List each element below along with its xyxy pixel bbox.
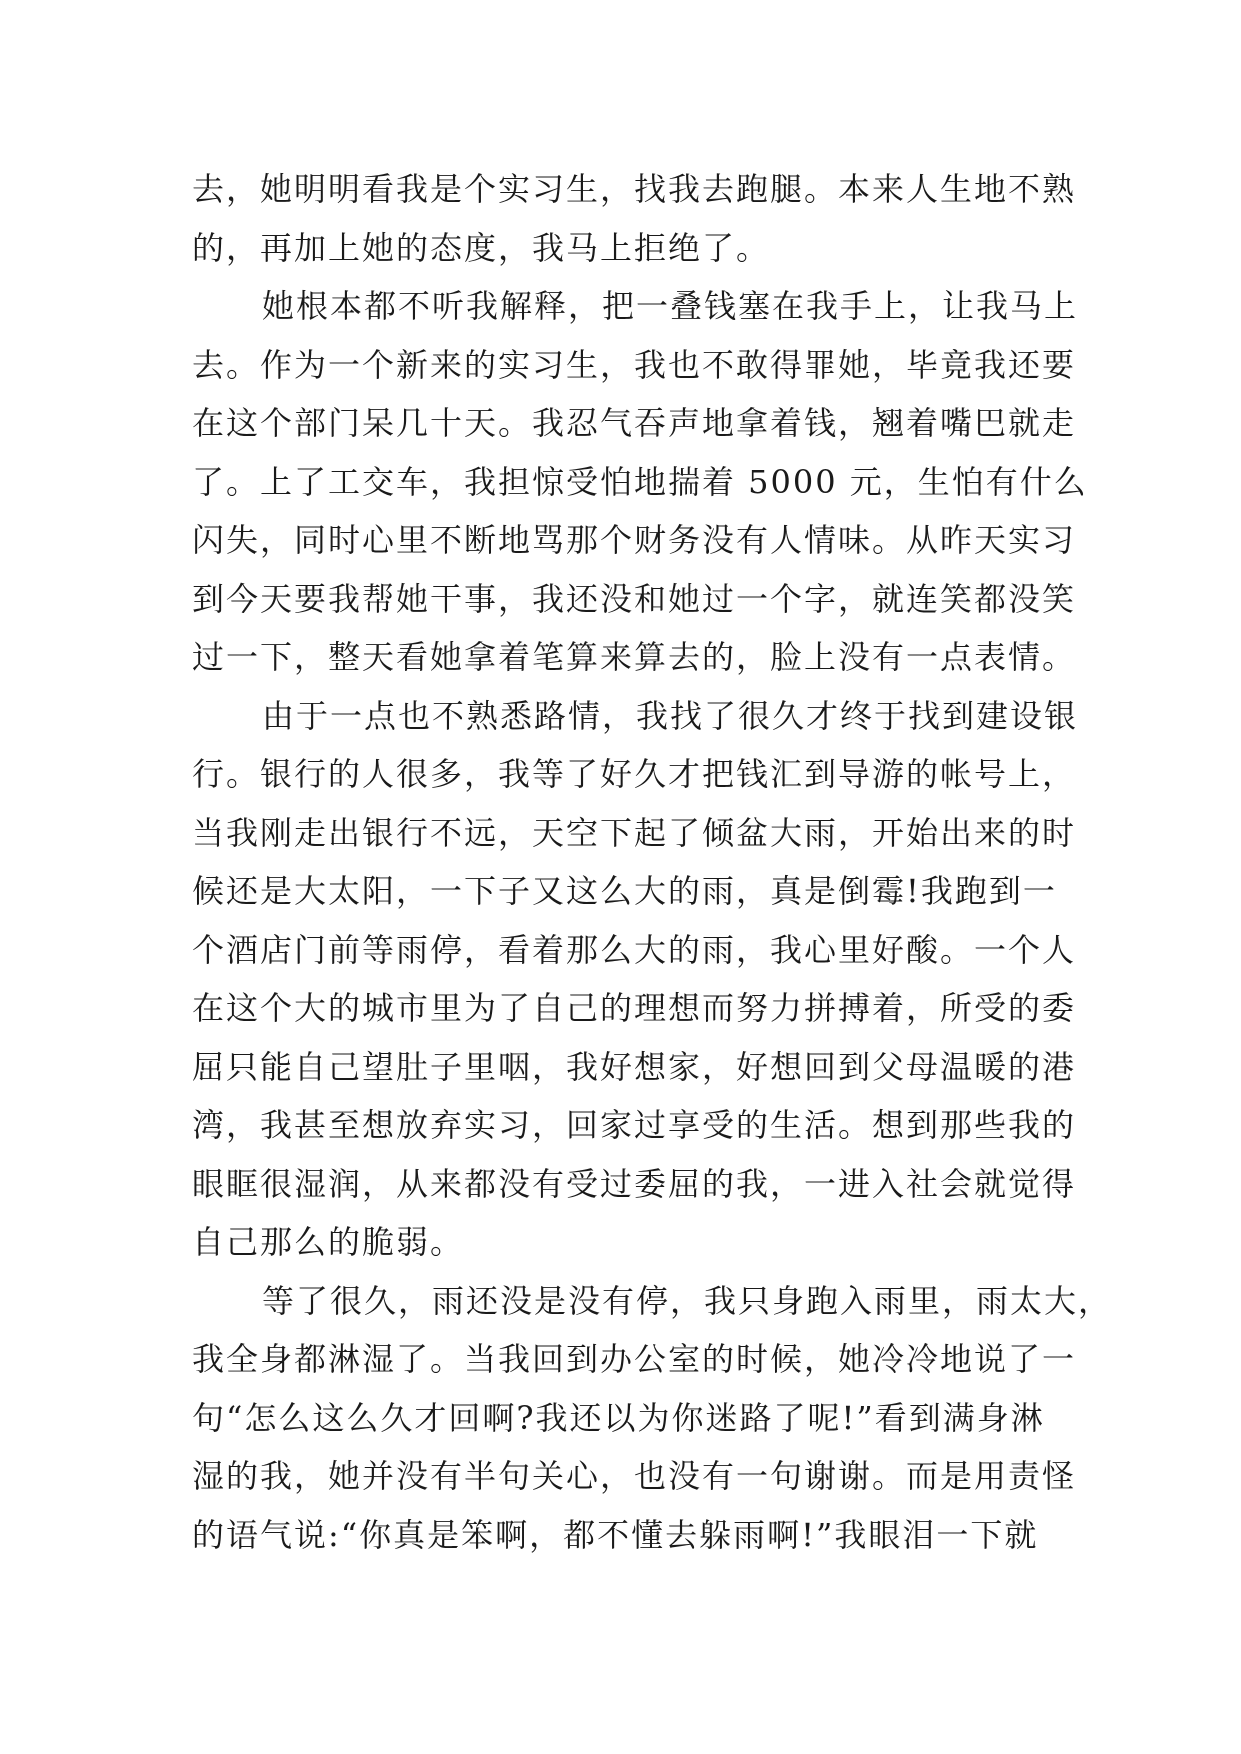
text-line: 了。上了工交车，我担惊受怕地揣着 5000 元，生怕有什么 (192, 462, 1088, 501)
text-line: 个酒店门前等雨停，看着那么大的雨，我心里好酸。一个人 (192, 930, 1077, 969)
text-line: 在这个部门呆几十天。我忍气吞声地拿着钱，翘着嘴巴就走 (192, 404, 1077, 442)
text-line: 到今天要我帮她干事，我还没和她过一个字，就连笑都没笑 (192, 579, 1077, 618)
text-line: 闪失，同时心里不断地骂那个财务没有人情味。从昨天实习 (192, 521, 1077, 559)
text-line: 湿的我，她并没有半句关心，也没有一句谢谢。而是用责怪 (192, 1457, 1077, 1495)
paragraph-first-line: 等了很久，雨还没是没有停，我只身跑入雨里，雨太大， (262, 1281, 1113, 1320)
text-line: 的语气说:“你真是笨啊，都不懂去躲雨啊!”我眼泪一下就 (192, 1515, 1039, 1554)
text-line: 自己那么的脆弱。 (192, 1223, 465, 1261)
text-line: 眼眶很湿润，从来都没有受过委屈的我，一进入社会就觉得 (192, 1164, 1077, 1203)
paragraph-first-line: 由于一点也不熟悉路情，我找了很久才终于找到建设银 (262, 696, 1079, 735)
text-line: 当我刚走出银行不远，天空下起了倾盆大雨，开始出来的时 (192, 813, 1077, 852)
paragraph-first-line: 她根本都不听我解释，把一叠钱塞在我手上，让我马上 (262, 287, 1079, 325)
text-line: 我全身都淋湿了。当我回到办公室的时候，她冷冷地说了一 (192, 1340, 1077, 1378)
text-line: 去。作为一个新来的实习生，我也不敢得罪她，毕竟我还要 (192, 345, 1077, 384)
text-line: 屈只能自己望肚子里咽，我好想家，好想回到父母温暖的港 (192, 1047, 1077, 1086)
text-line: 湾，我甚至想放弃实习，回家过享受的生活。想到那些我的 (192, 1106, 1077, 1144)
text-line: 行。银行的人很多，我等了好久才把钱汇到导游的帐号上， (192, 755, 1077, 793)
body-text (192, 160, 1113, 1564)
text-line: 句“怎么这么久才回啊?我还以为你迷路了呢!”看到满身淋 (192, 1398, 1045, 1437)
text-line: 的，再加上她的态度，我马上拒绝了。 (192, 228, 771, 267)
text-line: 在这个大的城市里为了自己的理想而努力拼搏着，所受的委 (192, 989, 1077, 1027)
text-line: 过一下，整天看她拿着笔算来算去的，脸上没有一点表情。 (192, 638, 1077, 676)
text-line: 候还是大太阳，一下子又这么大的雨，真是倒霉!我跑到一 (192, 872, 1057, 910)
text-line: 去，她明明看我是个实习生，找我去跑腿。本来人生地不熟 (192, 170, 1077, 208)
